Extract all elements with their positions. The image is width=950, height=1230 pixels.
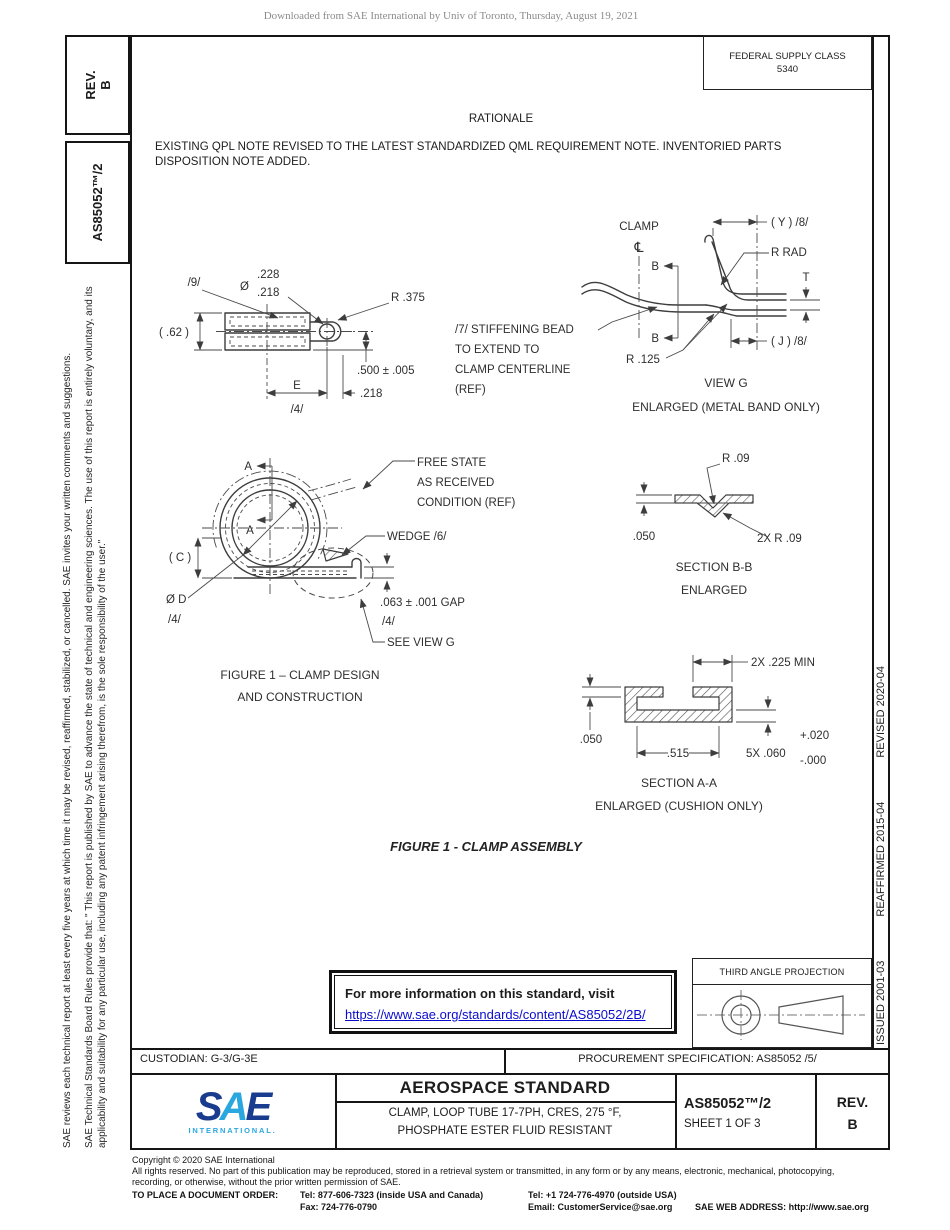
- number-cell-divider: [675, 1073, 677, 1150]
- legal-notice-text: SAE Technical Standards Board Rules provide that: " This report is published by SAE to advance the state of technical and engineering sciences. The use of this report is entirely voluntary, and its applicability and suitability for any particular use, including any patent infringement arising therefrom, is the sole responsibility of the user.": [84, 286, 108, 1148]
- dim-dia-lower: .218: [257, 287, 280, 299]
- foot-view-figure: [159, 269, 425, 416]
- dim-dia-upper: .228: [257, 269, 280, 281]
- clamp-centerline-label: CLAMP: [619, 221, 659, 233]
- clamp-design-figure: [166, 457, 516, 704]
- dim-width-ref: ( .62 ): [158, 327, 190, 339]
- figure1-caption-line2: AND CONSTRUCTION: [237, 690, 363, 704]
- dim-aa-tol-plus: +.020: [800, 730, 830, 742]
- section-a-arrow-bottom: A: [246, 525, 254, 537]
- free-state-note-line1: FREE STATE: [417, 457, 487, 469]
- dim-bb-r09: R .09: [722, 453, 750, 465]
- dim-y: ( Y ) /8/: [771, 217, 809, 229]
- free-state-note-line2: AS RECEIVED: [417, 477, 495, 489]
- custodian-field: CUSTODIAN: G-3/G-3E: [140, 1053, 258, 1065]
- web-address: SAE WEB ADDRESS: http://www.sae.org: [695, 1202, 869, 1212]
- rev-cell-divider: [815, 1073, 817, 1150]
- dim-aa-tol-minus: -.000: [800, 755, 827, 767]
- document-title-line1: CLAMP, LOOP TUBE 17-7PH, CRES, 275 °F,: [388, 1107, 622, 1119]
- download-watermark: Downloaded from SAE International by Univ of Toronto, Thursday, August 19, 2021: [263, 10, 639, 22]
- order-label: TO PLACE A DOCUMENT ORDER:: [132, 1190, 279, 1200]
- sae-logo-letter-e: E: [245, 1084, 270, 1129]
- rights-text: All rights reserved. No part of this publication may be reproduced, stored in a retrieval system or transmitted, in any form or by any means, electronic, mechanical, photocopying, recording, or otherwise, without the prior written permission of SAE.: [132, 1166, 835, 1187]
- doc-number-vertical: AS85052™/2: [90, 163, 105, 242]
- figure-1-drawing: [130, 190, 875, 870]
- dim-aa-lip: 2X .225 MIN: [751, 657, 815, 669]
- more-info-box: [329, 970, 677, 1034]
- third-angle-projection-box: [692, 958, 872, 1048]
- document-title-line2: PHOSPHATE ESTER FLUID RESISTANT: [397, 1125, 613, 1137]
- view-g-title: VIEW G: [704, 376, 748, 390]
- figure1-caption-line1: FIGURE 1 – CLAMP DESIGN: [220, 668, 380, 682]
- sae-logo-letter-s: S: [195, 1084, 220, 1129]
- procurement-spec-field: PROCUREMENT SPECIFICATION: AS85052 /5/: [578, 1053, 817, 1065]
- stiffening-note-line1: /7/ STIFFENING BEAD: [455, 324, 574, 336]
- rev-box-label: REV.: [82, 70, 98, 100]
- dim-j: ( J ) /8/: [771, 336, 807, 348]
- section-bb-figure: [633, 453, 802, 597]
- wedge-note: WEDGE /6/: [387, 531, 447, 543]
- stiffening-note-line2: TO EXTEND TO: [455, 344, 540, 356]
- section-a-arrow-top: A: [244, 461, 252, 473]
- email-address: Email: CustomerService@sae.org: [528, 1202, 673, 1212]
- dim-c: ( C ): [168, 552, 192, 564]
- document-number: AS85052™/2: [684, 1096, 772, 1112]
- tel-outside-usa: Tel: +1 724-776-4970 (outside USA): [528, 1190, 677, 1200]
- more-info-text: For more information on this standard, visit: [345, 986, 615, 1001]
- dim-r-rad: R RAD: [771, 247, 807, 259]
- stiffening-note-line3: CLAMP CENTERLINE: [455, 364, 571, 376]
- flag-note-4c: /4/: [382, 616, 395, 628]
- rationale-heading: RATIONALE: [468, 113, 534, 125]
- view-g-figure: [582, 215, 820, 414]
- dim-radius-tab: R .375: [391, 292, 425, 304]
- revised-date: REVISED 2020-04: [875, 665, 887, 758]
- revision-status-strip: [875, 593, 887, 1045]
- dia-symbol: Ø: [240, 281, 249, 293]
- fsc-value: 5340: [776, 63, 799, 75]
- fax-number: Fax: 724-776-0790: [300, 1202, 378, 1212]
- sae-logo: [130, 1073, 335, 1150]
- section-bb-subtitle: ENLARGED: [680, 583, 748, 597]
- stiffening-bead-note: [455, 307, 657, 396]
- copyright-line: Copyright © 2020 SAE International: [132, 1155, 275, 1165]
- rev-box-value: B: [97, 80, 113, 90]
- fsc-label: FEDERAL SUPPLY CLASS: [729, 50, 846, 62]
- flag-note-4b: /4/: [168, 614, 181, 626]
- tel-inside-usa: Tel: 877-606-7323 (inside USA and Canada): [300, 1190, 484, 1200]
- dim-bb-r09-2x: 2X R .09: [757, 533, 802, 545]
- third-angle-projection-label: THIRD ANGLE PROJECTION: [693, 959, 871, 985]
- sae-logo-letter-a: A: [219, 1084, 246, 1129]
- centerline-symbol: ℄: [634, 240, 644, 256]
- dim-aa-web: 5X .060: [746, 748, 786, 760]
- view-g-subtitle: ENLARGED (METAL BAND ONLY): [632, 400, 820, 414]
- section-bb-title: SECTION B-B: [675, 560, 753, 574]
- document-type-title: AEROSPACE STANDARD: [399, 1078, 611, 1097]
- dim-bb-thickness: .050: [632, 531, 656, 543]
- figure1-assembly-caption: FIGURE 1 - CLAMP ASSEMBLY: [390, 839, 582, 854]
- dim-offset: .218: [360, 388, 383, 400]
- reaffirmed-date: REAFFIRMED 2015-04: [875, 801, 887, 917]
- sheet-number: SHEET 1 OF 3: [684, 1118, 761, 1130]
- rev-box: [65, 35, 130, 135]
- review-notice-text: SAE reviews each technical report at least every five years at which time it may be revised, reaffirmed, stabilized, or cancelled. SAE invites your written comments and suggestions.: [62, 352, 73, 1148]
- section-aa-title: SECTION A-A: [640, 776, 718, 790]
- rev-value: B: [847, 1116, 858, 1132]
- dim-gap: .063 ± .001 GAP: [380, 597, 465, 609]
- issued-date: ISSUED 2001-03: [875, 960, 887, 1045]
- dim-t: T: [802, 272, 810, 284]
- section-aa-figure: [580, 655, 829, 813]
- free-state-note-line3: CONDITION (REF): [417, 497, 516, 509]
- dim-dia-d: Ø D: [166, 594, 187, 606]
- dim-e: E: [293, 380, 301, 392]
- rev-label: REV.: [836, 1094, 869, 1110]
- see-view-g-note: SEE VIEW G: [387, 637, 455, 649]
- dim-aa-width: .515: [666, 748, 690, 760]
- standard-url-link[interactable]: https://www.sae.org/standards/content/AS85052/2B/: [345, 1007, 646, 1022]
- dim-height: .500 ± .005: [357, 365, 415, 377]
- stiffening-note-line4: (REF): [455, 384, 486, 396]
- federal-supply-class-box: [703, 35, 872, 90]
- doc-type-underline: [336, 1101, 676, 1103]
- dim-aa-thickness: .050: [579, 734, 603, 746]
- custodian-row-top-line: [130, 1048, 890, 1050]
- flag-note-9: /9/: [187, 277, 201, 289]
- rationale-body: EXISTING QPL NOTE REVISED TO THE LATEST STANDARDIZED QML REQUIREMENT NOTE. INVENTORIED PARTS DISPOSITION NOTE ADDED.: [155, 141, 782, 168]
- doc-number-box: [65, 141, 130, 264]
- section-b-arrow-top: B: [651, 261, 659, 273]
- section-aa-subtitle: ENLARGED (CUSHION ONLY): [595, 799, 763, 813]
- dim-r-125: R .125: [626, 354, 660, 366]
- third-angle-projection-icon: [693, 985, 869, 1045]
- section-b-arrow-bottom: B: [651, 333, 659, 345]
- flag-note-4: /4/: [290, 404, 304, 416]
- sae-logo-subtext: INTERNATIONAL.: [188, 1125, 277, 1135]
